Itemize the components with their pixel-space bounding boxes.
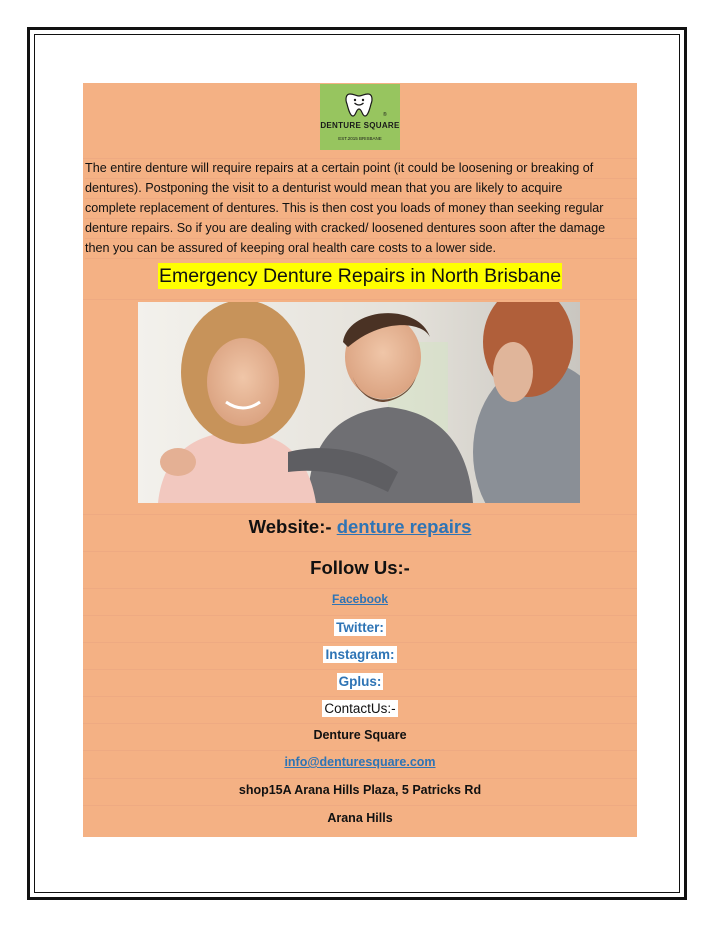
instagram-link[interactable]: Instagram: [325, 647, 395, 662]
divider [83, 805, 637, 806]
gplus-link[interactable]: Gplus: [338, 674, 382, 689]
website-line [83, 516, 637, 538]
instagram-row [83, 646, 637, 663]
divider [83, 615, 637, 616]
divider [83, 669, 637, 670]
logo-brand-text: DENTURE SQUARE [320, 121, 400, 130]
divider [83, 750, 637, 751]
twitter-link[interactable]: Twitter: [336, 620, 384, 635]
intro-paragraph [85, 159, 637, 259]
divider [83, 299, 637, 300]
denture-square-logo [320, 84, 400, 150]
heading-text: Emergency Denture Repairs in North Brisbane [158, 265, 562, 287]
divider [83, 778, 637, 779]
divider [83, 514, 637, 515]
content-panel [83, 83, 637, 837]
website-label: Website:- [248, 516, 332, 537]
divider [83, 588, 637, 589]
section-heading [83, 263, 637, 289]
address-line-1: shop15A Arana Hills Plaza, 5 Patricks Rd [238, 783, 482, 797]
contact-label: ContactUs:- [324, 701, 396, 716]
logo-est-text: EST.2015 BRISBANE [338, 136, 382, 141]
facebook-link[interactable]: Facebook [331, 592, 388, 606]
registered-mark: ® [383, 112, 387, 118]
business-name: Denture Square [313, 728, 407, 742]
intro-line: complete replacement of dentures. This is then cost you loads of money than seeking regular [85, 199, 637, 219]
follow-us-heading: Follow Us:- [310, 557, 410, 578]
intro-line: denture repairs. So if you are dealing with cracked/ loosened dentures soon after the damage [85, 219, 637, 239]
divider [83, 551, 637, 552]
couple-photo [138, 302, 580, 503]
divider [83, 723, 637, 724]
intro-line: The entire denture will require repairs at a certain point (it could be loosening or breaking of [85, 159, 637, 179]
twitter-row [83, 619, 637, 636]
contact-row [83, 700, 637, 717]
divider [83, 696, 637, 697]
smiling-tooth-icon [344, 90, 374, 118]
email-link[interactable]: info@denturesquare.com [284, 755, 436, 769]
website-link[interactable]: denture repairs [336, 516, 472, 537]
intro-line: dentures). Postponing the visit to a denturist would mean that you are likely to acquire [85, 179, 637, 199]
divider [83, 642, 637, 643]
intro-line: then you can be assured of keeping oral health care costs to a lower side. [85, 239, 637, 259]
address-line-2: Arana Hills [327, 811, 393, 825]
gplus-row [83, 673, 637, 690]
